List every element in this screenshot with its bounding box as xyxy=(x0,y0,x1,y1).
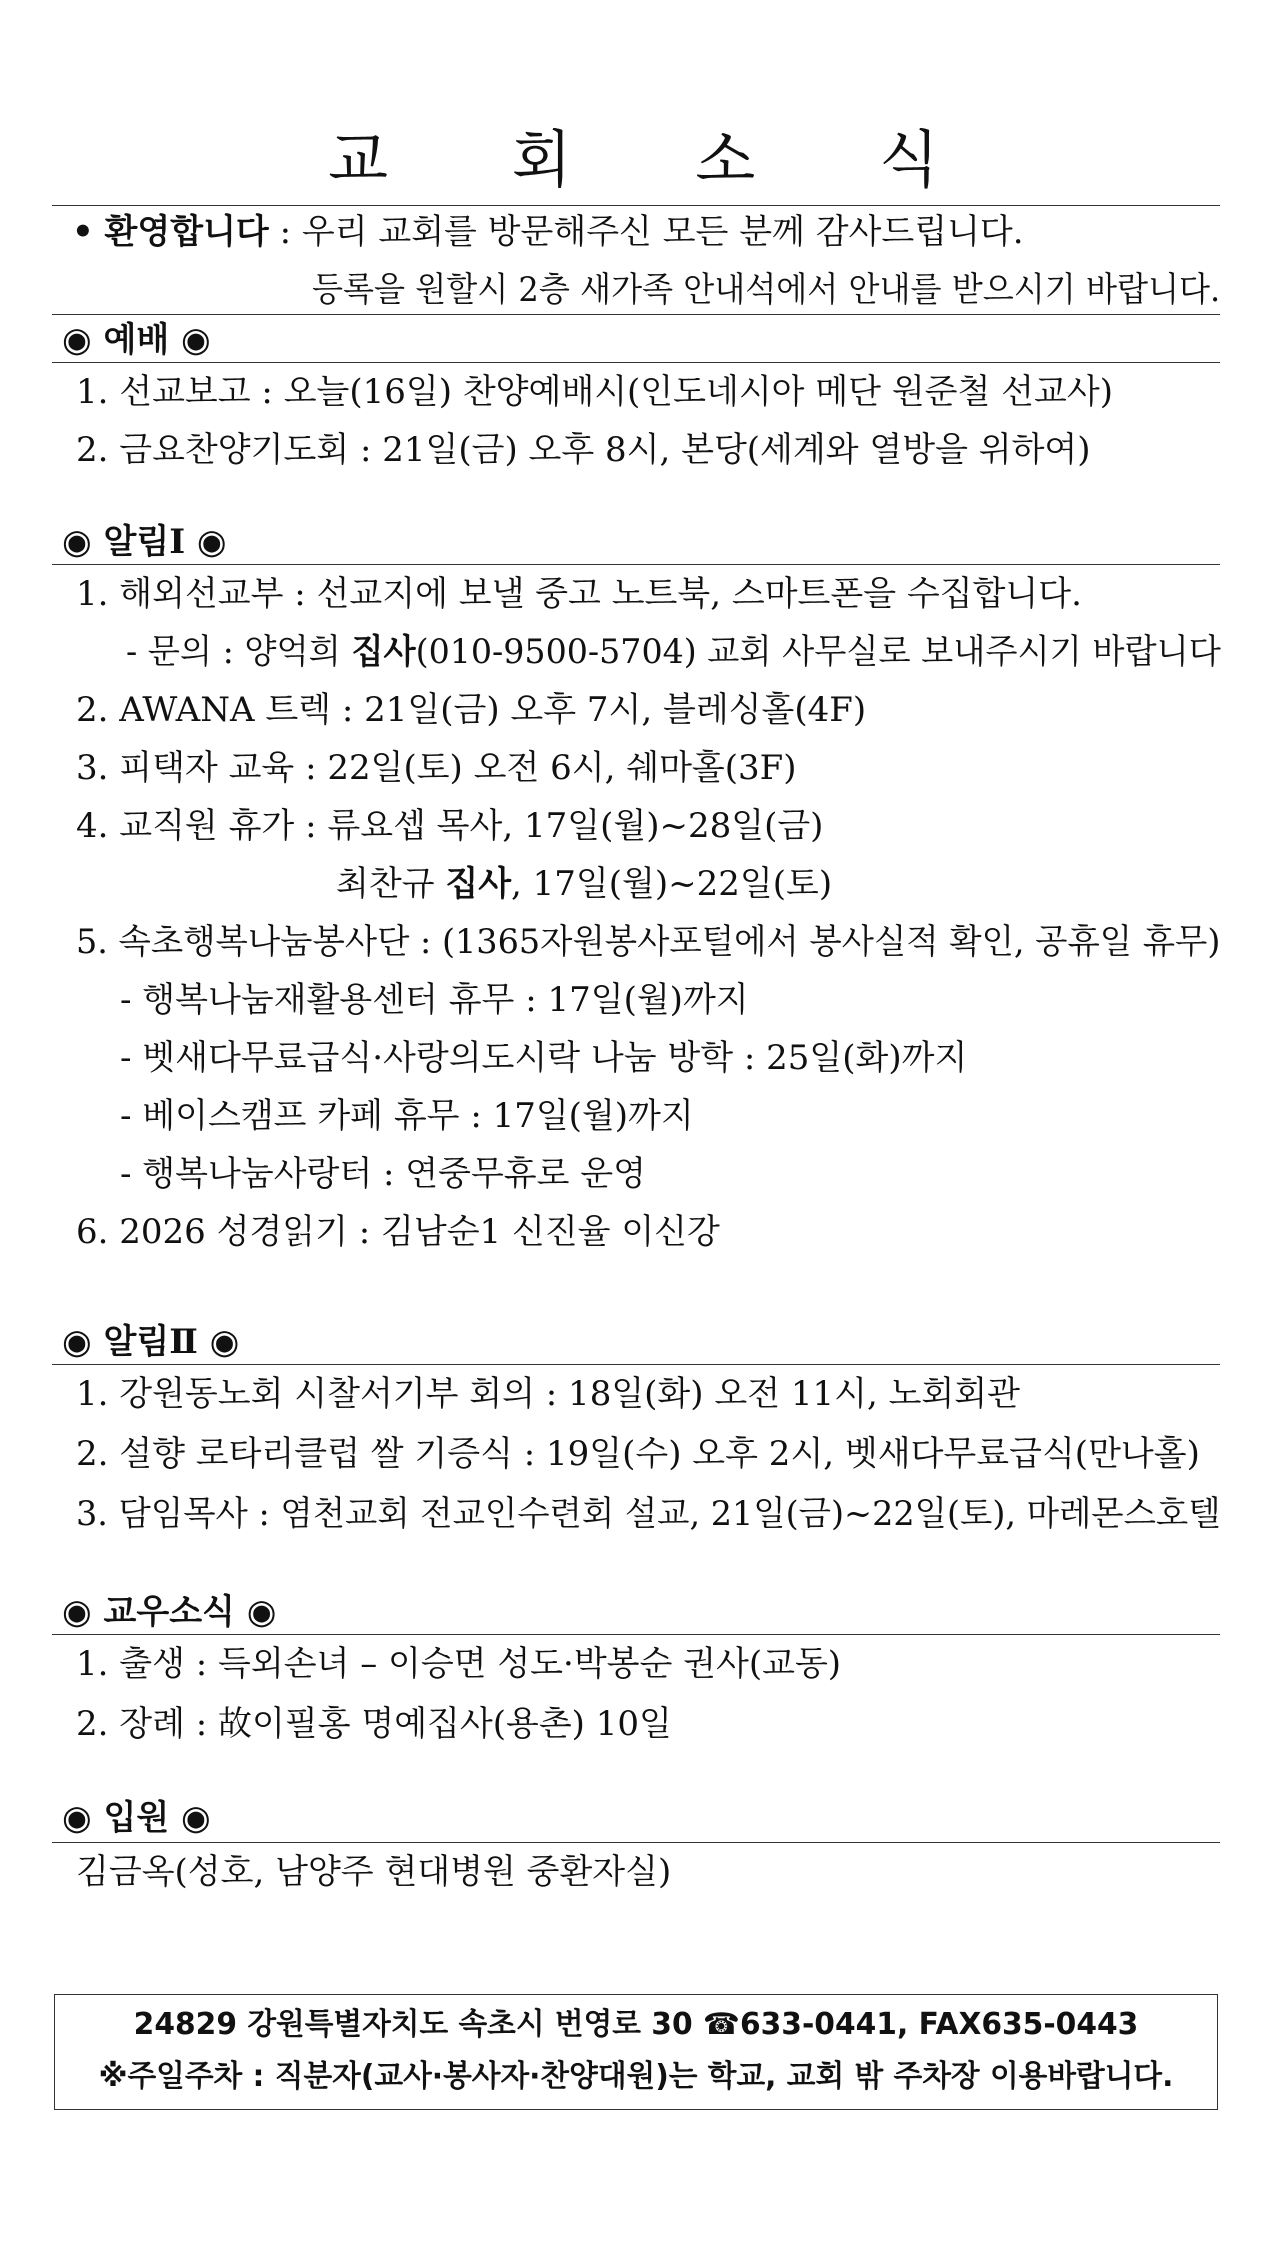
notice1-heading: ◉ 알림Ⅰ ◉ xyxy=(62,522,227,562)
section-divider xyxy=(52,1364,1220,1365)
notice2-item-3: 3. 담임목사 : 염천교회 전교인수련회 설교, 21일(금)~22일(토), 마레몬스호텔 xyxy=(76,1494,1221,1534)
members-item-2: 2. 장례 : 故이필홍 명예집사(용촌) 10일 xyxy=(76,1704,672,1744)
worship-heading: ◉ 예배 ◉ xyxy=(62,320,211,360)
footer-address: 24829 강원특별자치도 속초시 번영로 30 ☎633-0441, FAX635-0443 xyxy=(133,2007,1139,2042)
notice1-item-3: 3. 피택자 교육 : 22일(토) 오전 6시, 쉐마홀(3F) xyxy=(76,748,797,788)
welcome-text: : 우리 교회를 방문해주신 모든 분께 감사드립니다. xyxy=(268,212,1024,252)
worship-item-1: 1. 선교보고 : 오늘(16일) 찬양예배시(인도네시아 메단 원준철 선교사) xyxy=(76,372,1113,412)
notice1-item-4: 4. 교직원 휴가 : 류요셉 목사, 17일(월)~28일(금) xyxy=(76,806,824,846)
notice1-item-5-sub: - 벳새다무료급식·사랑의도시락 나눔 방학 : 25일(화)까지 xyxy=(120,1038,968,1078)
notice1-item-6: 6. 2026 성경읽기 : 김남순1 신진율 이신강 xyxy=(76,1212,720,1252)
staff-name: 최찬규 xyxy=(336,864,446,904)
notice2-heading: ◉ 알림Ⅱ ◉ xyxy=(62,1322,240,1362)
welcome-line-1 xyxy=(72,210,1024,254)
notice2-item-1: 1. 강원동노회 시찰서기부 회의 : 18일(화) 오전 11시, 노회회관 xyxy=(76,1374,1020,1414)
contact-title: 집사 xyxy=(351,632,416,672)
hospital-text: 김금옥(성호, 남양주 현대병원 중환자실) xyxy=(76,1852,672,1892)
notice1-item-1-contact xyxy=(126,630,1221,674)
hospital-heading: ◉ 입원 ◉ xyxy=(62,1798,211,1838)
welcome-bullet: • xyxy=(72,212,94,252)
page-title: 교 회 소 식 xyxy=(328,123,991,196)
notice1-item-2: 2. AWANA 트렉 : 21일(금) 오후 7시, 블레싱홀(4F) xyxy=(76,690,867,730)
members-item-1: 1. 출생 : 득외손녀 – 이승면 성도·박봉순 권사(교동) xyxy=(76,1644,842,1684)
staff-dates: , 17일(월)~22일(토) xyxy=(511,864,833,904)
section-divider xyxy=(52,564,1220,565)
section-divider xyxy=(52,314,1220,315)
section-divider xyxy=(52,1634,1220,1635)
notice1-item-5-sub: - 행복나눔재활용센터 휴무 : 17일(월)까지 xyxy=(120,980,749,1020)
footer-parking: ※주일주차 : 직분자(교사·봉사자·찬양대원)는 학교, 교회 밖 주차장 이용바랍니다. xyxy=(98,2059,1174,2094)
contact-detail: (010-9500-5704) 교회 사무실로 보내주시기 바랍니다 xyxy=(415,632,1221,672)
footer-box xyxy=(54,1994,1218,2110)
notice2-item-2: 2. 설향 로타리클럽 쌀 기증식 : 19일(수) 오후 2시, 벳새다무료급식(만나홀) xyxy=(76,1434,1200,1474)
notice1-item-5: 5. 속초행복나눔봉사단 : (1365자원봉사포털에서 봉사실적 확인, 공휴일 휴무) xyxy=(76,922,1221,962)
notice1-item-5-sub: - 행복나눔사랑터 : 연중무휴로 운영 xyxy=(120,1154,646,1194)
contact-text: - 문의 : 양억희 xyxy=(126,632,352,672)
welcome-line-2: 등록을 원할시 2층 새가족 안내석에서 안내를 받으시기 바랍니다. xyxy=(312,270,1221,310)
section-divider xyxy=(52,362,1220,363)
staff-title: 집사 xyxy=(445,864,512,904)
notice1-item-1: 1. 해외선교부 : 선교지에 보낼 중고 노트북, 스마트폰을 수집합니다. xyxy=(76,574,1082,614)
notice1-item-5-sub: - 베이스캠프 카페 휴무 : 17일(월)까지 xyxy=(120,1096,694,1136)
members-heading: ◉ 교우소식 ◉ xyxy=(62,1592,277,1632)
notice1-item-4-sub xyxy=(336,862,832,906)
section-divider xyxy=(52,1842,1220,1843)
title-divider xyxy=(52,205,1220,206)
worship-item-2: 2. 금요찬양기도회 : 21일(금) 오후 8시, 본당(세계와 열방을 위하여) xyxy=(76,430,1091,470)
welcome-label: 환영합니다 xyxy=(104,212,269,252)
